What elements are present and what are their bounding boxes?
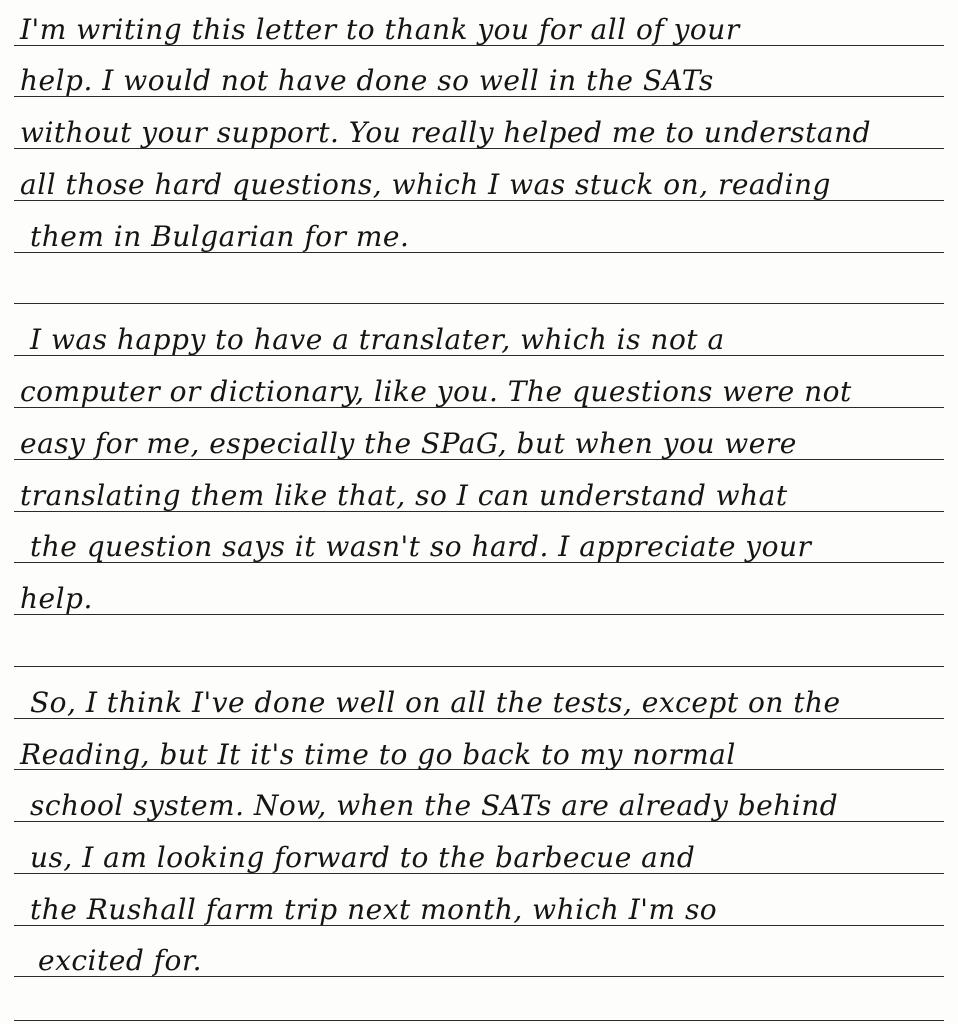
letter-line: without your support. You really helped me to understand bbox=[20, 116, 872, 149]
letter-line: them in Bulgarian for me. bbox=[30, 220, 410, 253]
letter-line: translating them like that, so I can understand what bbox=[20, 479, 788, 512]
letter-line: I was happy to have a translater, which is not a bbox=[30, 323, 725, 356]
ruled-line bbox=[14, 303, 944, 304]
letter-line: the question says it wasn't so hard. I appreciate your bbox=[30, 530, 812, 563]
letter-line: help. bbox=[20, 582, 93, 615]
letter-line: excited for. bbox=[38, 944, 203, 977]
letter-line: school system. Now, when the SATs are already behind bbox=[30, 789, 839, 822]
letter-line: the Rushall farm trip next month, which I'm so bbox=[30, 893, 718, 926]
letter-line: easy for me, especially the SPaG, but when you were bbox=[20, 427, 797, 460]
letter-line: all those hard questions, which I was stuck on, reading bbox=[20, 168, 831, 201]
ruled-line bbox=[14, 614, 944, 615]
ruled-line bbox=[14, 666, 944, 667]
letter-line: I'm writing this letter to thank you for all of your bbox=[20, 13, 740, 46]
letter-line: So, I think I've done well on all the tests, except on the bbox=[30, 686, 841, 719]
letter-line: help. I would not have done so well in the SATs bbox=[20, 64, 714, 97]
letter-line: Reading, but It it's time to go back to my normal bbox=[20, 738, 736, 771]
ruled-line bbox=[14, 1020, 944, 1021]
letter-line: us, I am looking forward to the barbecue and bbox=[30, 841, 696, 874]
letter-line: computer or dictionary, like you. The questions were not bbox=[20, 375, 852, 408]
